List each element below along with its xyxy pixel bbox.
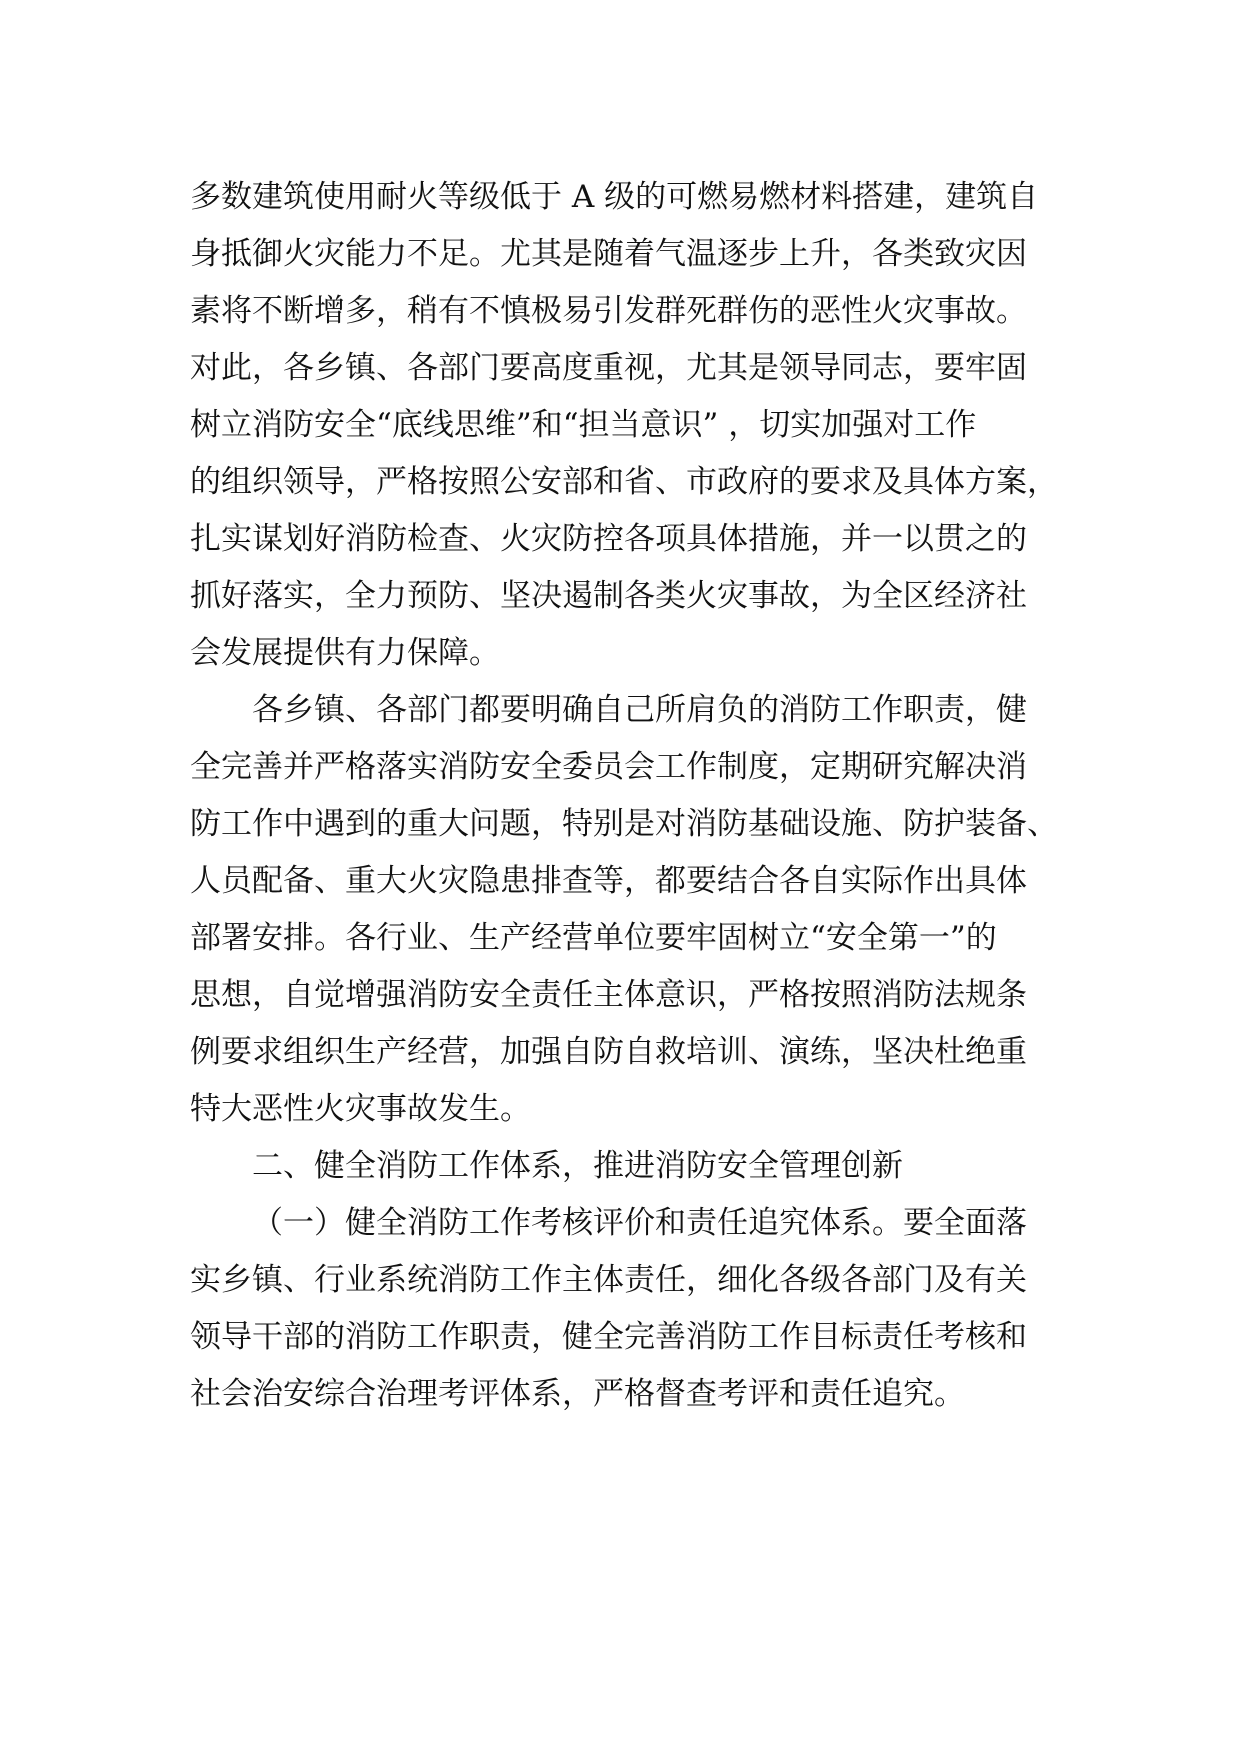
paragraph: [190, 1195, 1090, 1423]
text-line: 人员配备、重大火灾隐患排查等，都要结合各自实际作出具体: [190, 863, 1027, 899]
text-line: 思想，自觉增强消防安全责任主体意识，严格按照消防法规条: [190, 977, 1027, 1013]
paragraph: [190, 682, 1090, 1138]
text-line: 的组织领导，严格按照公安部和省、市政府的要求及具体方案，: [190, 464, 1058, 500]
text-line: 实乡镇、行业系统消防工作主体责任，细化各级各部门及有关: [190, 1262, 1027, 1298]
text-line: 对此，各乡镇、各部门要高度重视，尤其是领导同志，要牢固: [190, 350, 1027, 386]
text-line: 社会治安综合治理考评体系，严格督查考评和责任追究。: [190, 1376, 965, 1412]
text-line: 身抵御火灾能力不足。尤其是随着气温逐步上升，各类致灾因: [190, 236, 1027, 272]
paragraph: [190, 169, 1090, 682]
section-heading: [190, 1138, 1090, 1195]
text-line: 特大恶性火灾事故发生。: [190, 1091, 531, 1127]
heading-line: 二、健全消防工作体系，推进消防安全管理创新: [252, 1148, 903, 1184]
text-line: 领导干部的消防工作职责，健全完善消防工作目标责任考核和: [190, 1319, 1027, 1355]
text-line: 各乡镇、各部门都要明确自己所肩负的消防工作职责，健: [252, 692, 1027, 728]
text-line: 防工作中遇到的重大问题，特别是对消防基础设施、防护装备、: [190, 806, 1058, 842]
text-line: 部署安排。各行业、生产经营单位要牢固树立“安全第一”的: [190, 920, 997, 956]
text-line: （一）健全消防工作考核评价和责任追究体系。要全面落: [252, 1205, 1027, 1241]
text-line: 扎实谋划好消防检查、火灾防控各项具体措施，并一以贯之的: [190, 521, 1027, 557]
text-line: 全完善并严格落实消防安全委员会工作制度，定期研究解决消: [190, 749, 1027, 785]
document-body: [190, 169, 1090, 1423]
text-line: 多数建筑使用耐火等级低于 A 级的可燃易燃材料搭建，建筑自: [190, 179, 1039, 215]
text-line: 会发展提供有力保障。: [190, 635, 500, 671]
text-line: 抓好落实，全力预防、坚决遏制各类火灾事故，为全区经济社: [190, 578, 1027, 614]
text-line: 素将不断增多，稍有不慎极易引发群死群伤的恶性火灾事故。: [190, 293, 1027, 329]
text-line: 例要求组织生产经营，加强自防自救培训、演练，坚决杜绝重: [190, 1034, 1027, 1070]
text-line: 树立消防安全“底线思维”和“担当意识” ，切实加强对工作: [190, 407, 977, 443]
